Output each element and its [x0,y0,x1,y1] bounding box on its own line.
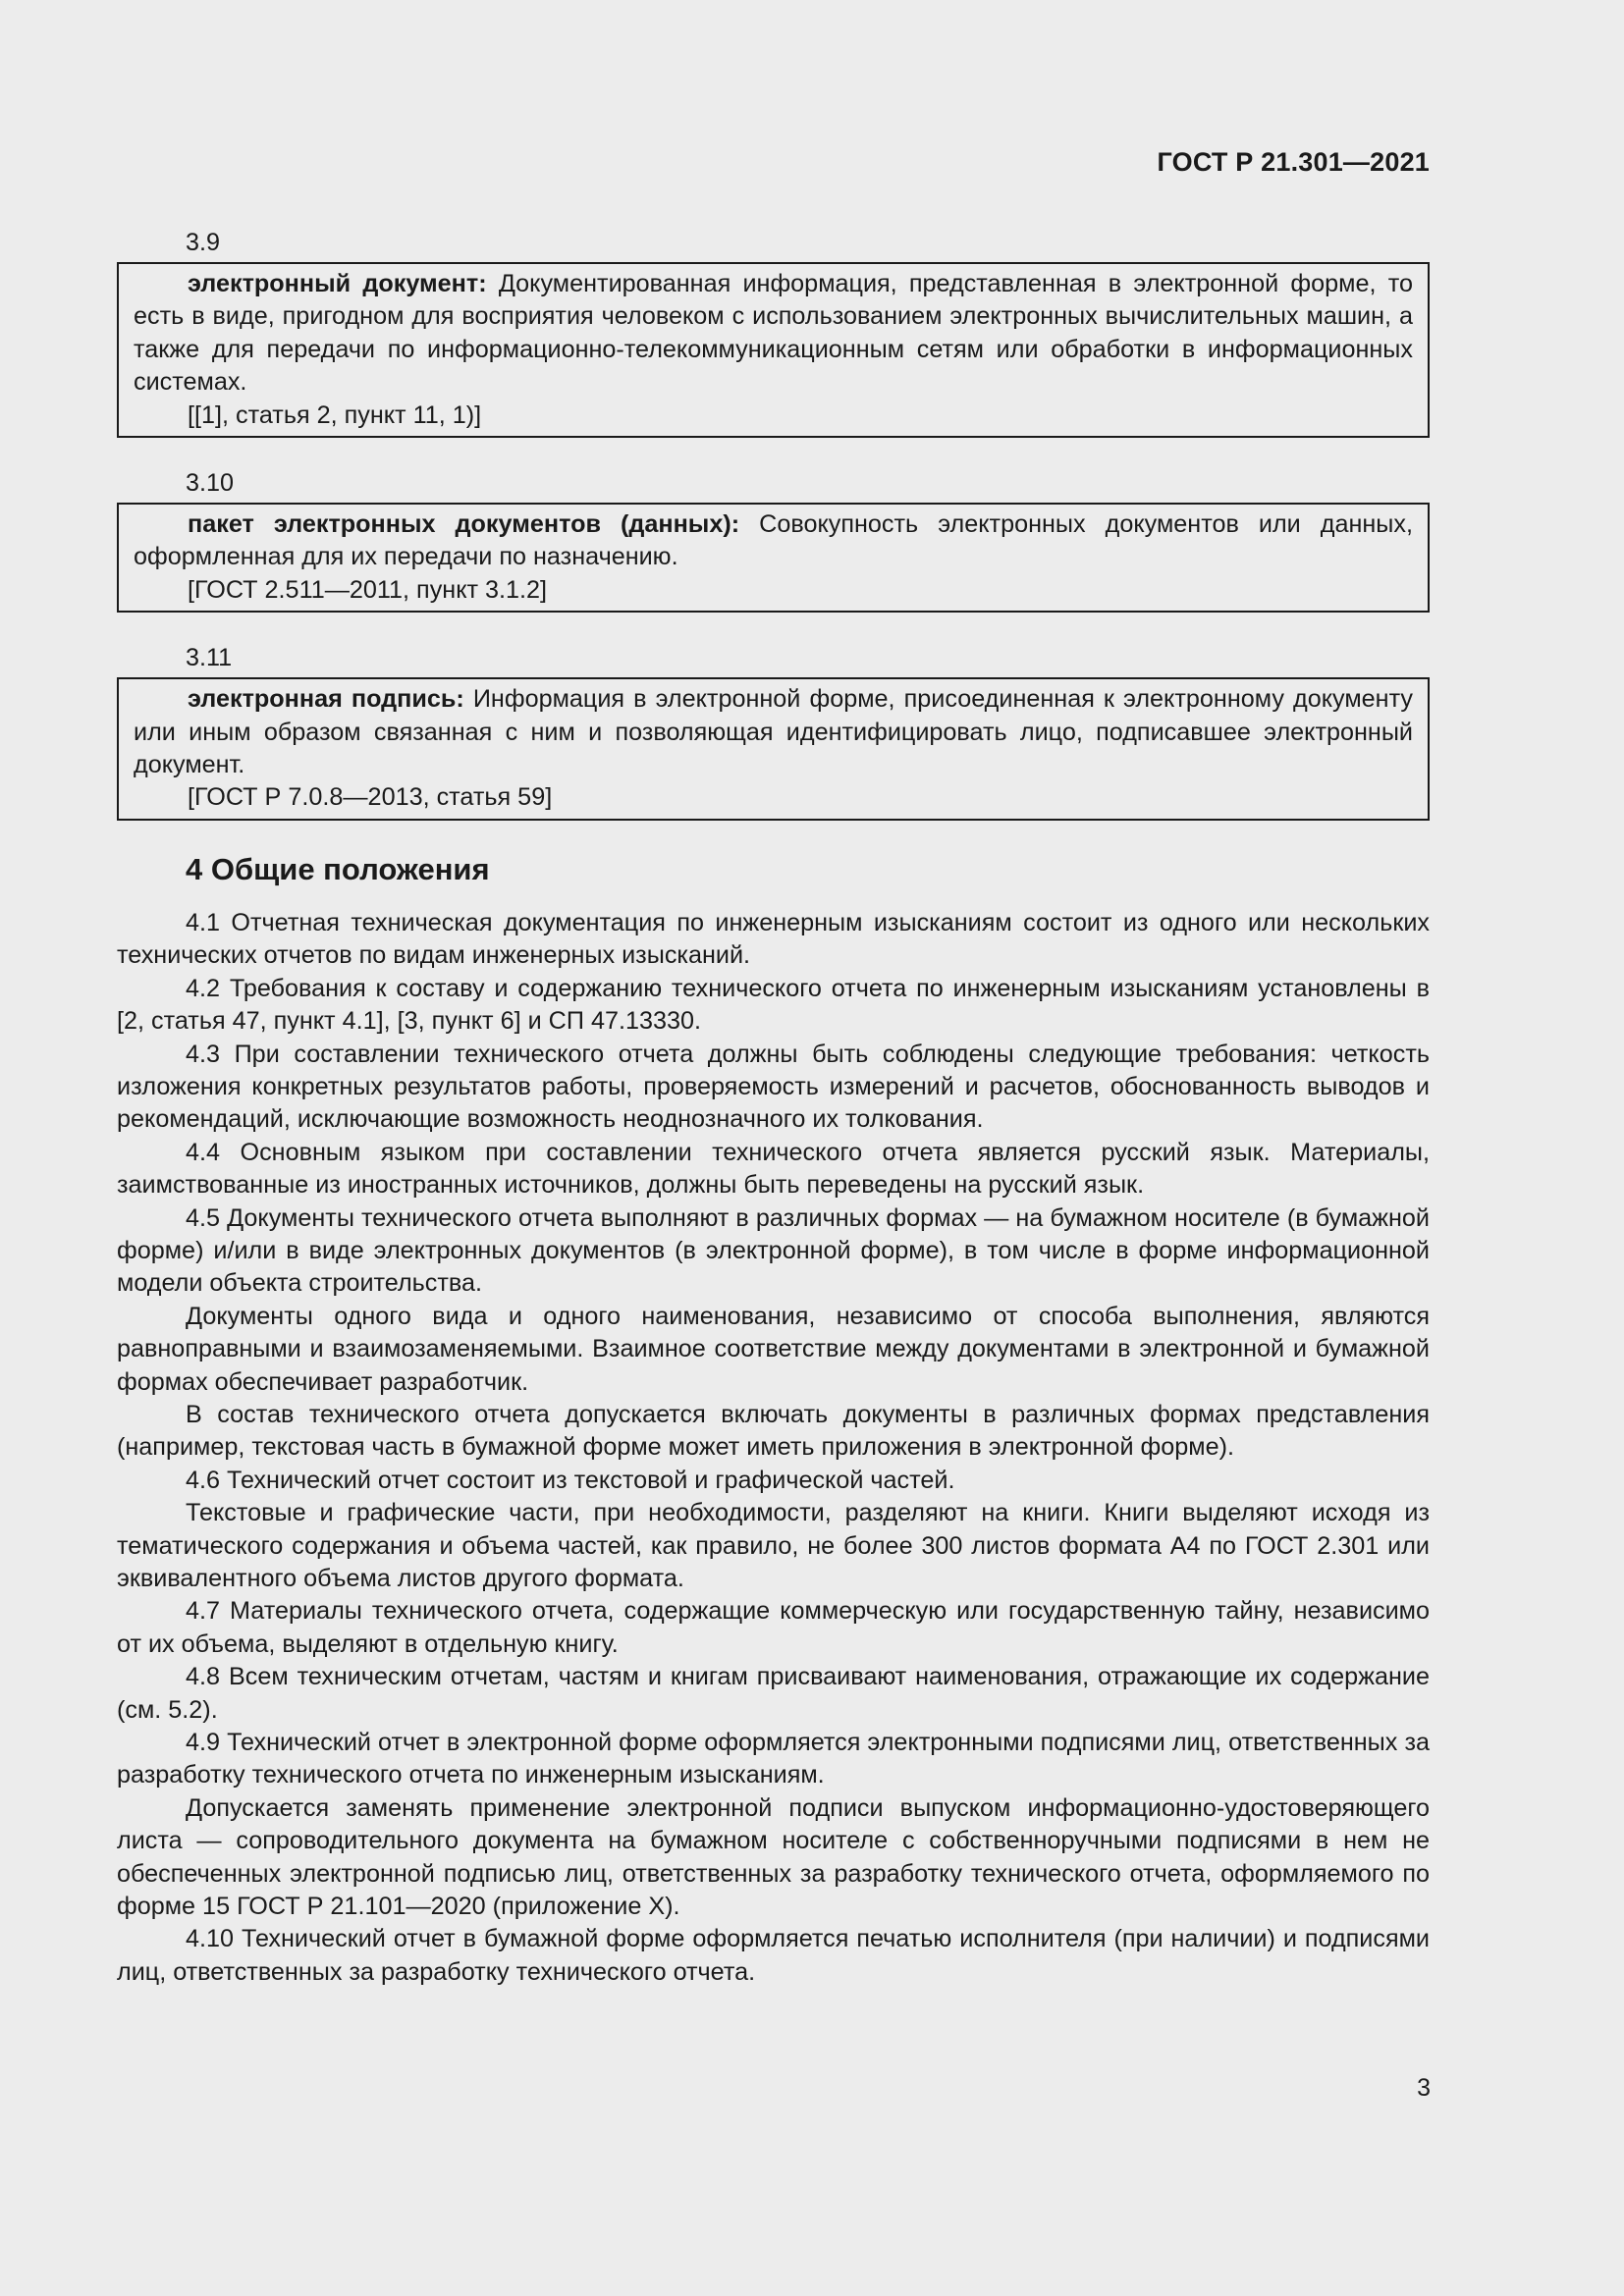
term-number: 3.10 [186,469,235,498]
section-heading: 4 Общие положения [186,851,490,886]
term-definition-box [117,677,1430,821]
paragraph: 4.2 Требования к составу и содержанию технического отчета по инженерным изысканиям установлены в [2, статья 47, пункт 4.1], [3, пункт 6] и СП 47.13330. [117,974,1430,1036]
term-source: [ГОСТ Р 7.0.8—2013, статья 59] [188,783,553,812]
term-name: пакет электронных документов (данных): [188,510,740,539]
term-definition [134,683,1413,781]
term-text: Совокупность электронных документов или данных, оформленная для их передачи по назначению. [134,510,1414,571]
term-name: электронный документ: [188,270,487,297]
term-number: 3.11 [186,644,233,672]
term-definition-box [117,262,1430,438]
term-definition-box [117,503,1430,613]
paragraph: Допускается заменять применение электронной подписи выпуском информационно-удостоверяющего листа — сопроводительного документа на бумажном носителе с собственноручными подписями в нем не обеспеченных электронной подписью лиц, ответственных за разработку технического отчета, оформляемого по форме 15 ГОСТ Р 21.101—2020 (приложение Х). [117,1793,1430,1921]
paragraph: 4.7 Материалы технического отчета, содержащие коммерческую или государственную тайну, независимо от их объема, выделяют в отдельную книгу. [117,1597,1430,1658]
term-definition [134,268,1413,400]
paragraph: 4.10 Технический отчет в бумажной форме оформляется печатью исполнителя (при наличии) и подписями лиц, ответственных за разработку технического отчета. [117,1925,1430,1986]
term-text: Информация в электронной форме, присоединенная к электронному документу или иным образом связанная с ним и позволяющая идентифицировать лицо, подписавшее электронный документ. [134,685,1413,779]
paragraph: Документы одного вида и одного наименования, независимо от способа выполнения, являются равноправными и взаимозаменяемыми. Взаимное соответствие между документами в электронной и бумажной формах обеспечивает разработчик. [117,1302,1430,1396]
term-number: 3.9 [186,229,221,256]
paragraph: 4.8 Всем техническим отчетам, частям и книгам присваивают наименования, отражающие их содержание (см. 5.2). [117,1663,1430,1724]
document-code-header: ГОСТ Р 21.301—2021 [1157,147,1430,177]
page-number: 3 [1417,2074,1431,2102]
paragraph: 4.4 Основным языком при составлении технического отчета является русский язык. Материалы, заимствованные из иностранных источников, должны быть переведены на русский язык. [117,1138,1430,1200]
paragraph: Текстовые и графические части, при необходимости, разделяют на книги. Книги выделяют исходя из тематического содержания и объема частей, как правило, не более 300 листов формата А4 по ГОСТ 2.301 или эквивалентного объема листов другого формата. [117,1499,1430,1592]
term-name: электронная подпись: [188,685,464,714]
term-source: [[1], статья 2, пункт 11, 1)] [188,400,482,429]
paragraph: 4.5 Документы технического отчета выполняют в различных формах — на бумажном носителе (в бумажной форме) и/или в виде электронных документов (в электронной форме), в том числе в форме информационной модели объекта строительства. [117,1203,1430,1298]
paragraph: 4.9 Технический отчет в электронной форме оформляется электронными подписями лиц, ответственных за разработку технического отчета по инженерным изысканиям. [117,1729,1430,1789]
term-text: Документированная информация, представленная в электронной форме, то есть в виде, пригодном для восприятия человеком с использованием электронных вычислительных машин, а также для передачи по информационно-телекоммуникационным сетям или обработки в информационных системах. [134,270,1413,397]
paragraph: В состав технического отчета допускается включать документы в различных формах представления (например, текстовая часть в бумажной форме может иметь приложения в электронной форме). [117,1400,1430,1462]
term-source: [ГОСТ 2.511—2011, пункт 3.1.2] [188,575,548,604]
term-definition [134,508,1413,574]
paragraph: 4.1 Отчетная техническая документация по инженерным изысканиям состоит из одного или нескольких технических отчетов по видам инженерных изысканий. [117,908,1430,970]
paragraph: 4.3 При составлении технического отчета должны быть соблюдены следующие требования: четкость изложения конкретных результатов работы, проверяемость измерений и расчетов, обоснованность выводов и рекомендаций, исключающие возможность неоднозначного их толкования. [117,1040,1430,1134]
document-body [117,223,1430,1989]
paragraph: 4.6 Технический отчет состоит из текстовой и графической частей. [186,1466,955,1494]
